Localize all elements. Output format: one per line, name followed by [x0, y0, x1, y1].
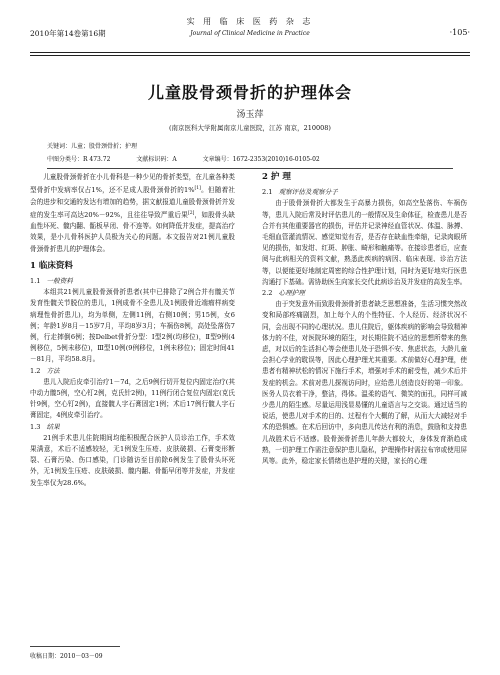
intro-paragraph: 儿童股骨颈骨折在小儿骨科是一种少见的骨折类型，在儿童各种类型骨折中发病率仅占1%，还不足成人股骨颈骨折的1%[1]。但随着社会的进步和交通的发达有增加的趋势，据文献报道儿童股骨颈骨折并发症的发生率可高达20%－92%，且往往导致严重后果[2]，如股骨头缺血性坏死、髋内翻、骺板早闭、骨不连等。如何降低并发症，提高治疗效果，是小儿骨科医护人员极为关心的问题。本文报告对21例儿童股骨颈骨折患儿的护理体会。 [30, 173, 236, 253]
subsection-heading: 1.3 结果 [30, 422, 60, 431]
document-code: 文献标识码：A [136, 156, 177, 163]
received-date: 收稿日期：2010－03－09 [30, 653, 103, 660]
running-header [30, 14, 470, 50]
body-paragraph: 由于股骨颈骨折大都发生于高暴力损伤，如高空坠落伤、车祸伤等，患儿入院后常及时评估患儿的一般情况及生命体征，检查患儿是否合并有其他重要器官的损伤，评估并记录神经血管状况、体温、脉搏、毛细血管灌流情况、感觉知觉有否，是否存在缺血性牵缩，记录肉眼所见的损伤，如发绀、红斑、肿胀、畸形和触痛等。在接诊患者后，应查阅与此病相关的资料文献，熟悉此疾病的病因、临床表现、诊治方法等，以便能更好地制定周密的综合性护理计划，同时为更好地实行医患沟通打下基础。需协助医生向家长交代此病诊治及并发症的高发生率。 [262, 199, 467, 286]
header-rule [30, 52, 470, 53]
keywords: 关键词：儿童；股骨颈骨折；护理 [47, 143, 138, 150]
journal-title-cn: 实 用 临 床 医 药 杂 志 [186, 17, 314, 26]
journal-title-en: Journal of Clinical Medicine in Practice [190, 30, 310, 37]
clc-number: 中图分类号：R 473.72 [47, 156, 111, 163]
body-paragraph: 患儿入院后皮牵引治疗1－7d，之后9例行切开复位内固定治疗(其中动力髋5例，空心钉2例，克氏针2例)，11例行闭合复位内固定(克氏针9例，空心钉2例)，直接髋人字石膏固定1例；术后17例行髋人字石膏固定，4例皮牵引治疗。 [30, 377, 235, 420]
right-column [262, 172, 467, 467]
subsection-heading: 1.1 一般资料 [30, 277, 73, 285]
left-column [30, 172, 235, 489]
author-affiliation: (南京医科大学附属南京儿童医院，江苏 南京，210008) [169, 124, 331, 132]
subsection-heading: 1.2 方法 [30, 366, 60, 375]
body-paragraph: 本组共21例儿童股骨颈骨折患者(其中已排除了2例合并有髋关节发育性髋关节脱位的患儿，1例成骨不全患儿及1例股骨近端瘤样病变病理性骨折患儿)，均为单侧，左侧11例，右侧10例；男15例，女6例；年龄1岁8月－15岁7月，平均8岁3月；车祸伤8例，高处坠落伤7例，行走摔倒6例；按Delbet骨折分型：Ⅰ型2例(均移位)，Ⅱ型9例(4例移位，5例未移位)，Ⅲ型10例(9例移位，1例未移位)；固定时间41－81月，平均58.8月。 [30, 288, 235, 364]
subsection-heading: 2.1 观察评估及观察分子 [262, 188, 338, 197]
page-number: ·105· [449, 28, 470, 37]
citation-ref: [2] [188, 210, 195, 216]
body-paragraph: 21例手术患儿住院期间均能积极配合医护人员诊治工作，手术效果满意，术后不适感较轻，无1例发生压疮、皮肤破损、石膏变形断裂、石膏污染、伤口感染，门诊随访至目前除6例发生了股骨头坏死外，无1例发生压疮、皮肤破损、髋内翻、骨骺早闭等并发症，并发症发生率仅为28.6%。 [30, 433, 235, 487]
header-rule-thin [30, 55, 470, 56]
abstract-rule [47, 168, 453, 169]
citation-ref: [1] [194, 186, 201, 192]
article-author: 汤玉萍 [236, 110, 264, 120]
footnote-rule [30, 646, 120, 647]
body-paragraph: 由于突发意外而致股骨颈骨折患者缺乏思想准备，生活习惯突然改变和局部疼痛剧烈，加上每个人的个性特征、个人经历、经济状况不同，会出现不同的心理状况。患儿住院后，躯体疾病的影响会导致精神体力的不佳，对医院环境的陌生，对长期住院不适应的思想所带来的焦虑，对以后的生活担心等会使患儿处于恐惧不安、焦虑状态，大龄儿童会担心学业的耽误等，因此心理护理尤其重要。术前做好心理护理，使患者有精神状松的情况下施行手术，增强对手术的耐受性，减少术后并发症的机会。术前对患儿探视访问时，应给患儿创造良好的第一印象。医务人员衣着干净，整洁，得体。温柔的语气、微笑的面孔，同样可减少患儿的陌生感。尽量运用浅显易懂的儿童语言与之交谈。通过适当的说话，使患儿对手术的目的、过程有个大概的了解，从而大大减轻对手术的恐惧感。在术后回访中，多向患儿传达有利的消息，鼓励和支持患儿战胜术后不适感。股骨颈骨折患儿年龄大都较大，身体发育渐趋成熟，一切护理工作需注意保护患儿隐私，护理操作时需拉布帘或使用屏风等。此外，稳定家长情绪也是护理的关键，家长的心理 [262, 300, 467, 466]
section-heading: 2 护 理 [262, 172, 291, 182]
classification-line [47, 154, 344, 163]
subsection-heading: 2.2 心理护理 [262, 289, 305, 298]
article-number: 文章编号：1672-2353(2010)16-0105-02 [202, 156, 320, 163]
section-heading: 1 临床资料 [30, 260, 73, 271]
journal-title [30, 16, 470, 37]
issue-label: 2010年第14卷第16期 [30, 29, 106, 38]
article-title: 儿童股骨颈骨折的护理体会 [147, 83, 352, 102]
